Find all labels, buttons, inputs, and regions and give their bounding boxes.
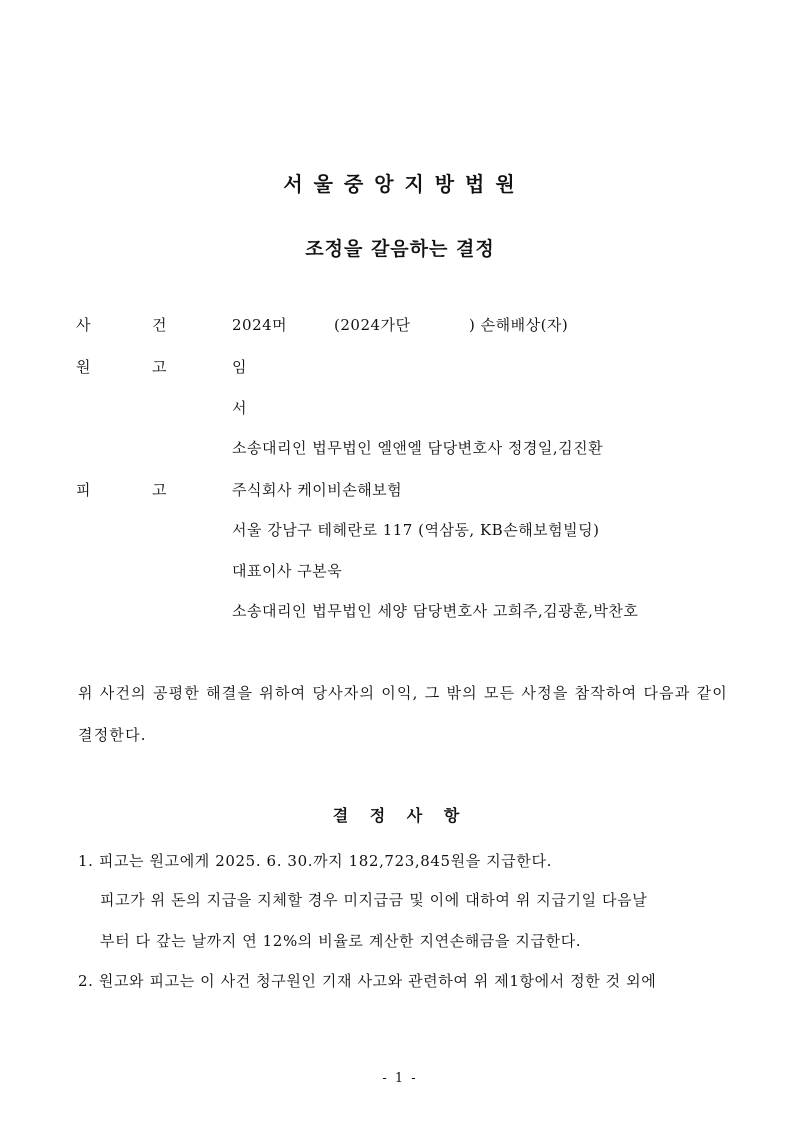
court-name: 서 울 중 앙 지 방 법 원	[283, 172, 517, 196]
defendant-counsel: 소송대리인 법무법인 세양 담당변호사 고희주,김광훈,박찬호	[232, 602, 639, 620]
case-label-1: 사	[76, 316, 91, 334]
decision-heading: 결 정 사 항	[332, 806, 468, 825]
plaintiff-1: 임	[232, 358, 247, 376]
document-title: 조정을 갈음하는 결정	[305, 238, 495, 260]
decision-item-1-line-2: 피고가 위 돈의 지급을 지체할 경우 미지급금 및 이에 대하여 위 지급기일 다음날	[100, 891, 648, 909]
intro-paragraph: 위 사건의 공평한 해결을 위하여 당사자의 이익, 그 밖의 모든 사정을 참작하여 다음과 같이 결정한다.	[78, 684, 728, 744]
defendant-representative: 대표이사 구본욱	[232, 562, 343, 580]
plaintiff-label-2: 고	[152, 358, 167, 376]
case-name: ) 손해배상(자)	[469, 316, 569, 334]
plaintiff-2: 서	[232, 399, 247, 417]
case-label-2: 건	[152, 316, 167, 334]
defendant-label-2: 고	[152, 481, 167, 499]
page-number: - 1 -	[382, 1071, 418, 1086]
case-sub-number: (2024가단	[334, 316, 411, 334]
plaintiff-label-1: 원	[76, 358, 91, 376]
decision-item-2-line-1: 2. 원고와 피고는 이 사건 청구원인 기재 사고와 관련하여 위 제1항에서 정한 것 외에	[78, 972, 657, 990]
plaintiff-counsel: 소송대리인 법무법인 엘앤엘 담당변호사 정경일,김진환	[232, 439, 604, 457]
decision-item-1-line-3: 부터 다 갚는 날까지 연 12%의 비율로 계산한 지연손해금을 지급한다.	[100, 932, 582, 950]
case-number: 2024머	[232, 316, 288, 334]
decision-item-1-line-1: 1. 피고는 원고에게 2025. 6. 30.까지 182,723,845원을 지급한다.	[78, 852, 552, 870]
defendant-name: 주식회사 케이비손해보험	[232, 481, 403, 499]
defendant-label-1: 피	[76, 481, 91, 499]
defendant-address: 서울 강남구 테헤란로 117 (역삼동, KB손해보험빌딩)	[232, 521, 600, 539]
